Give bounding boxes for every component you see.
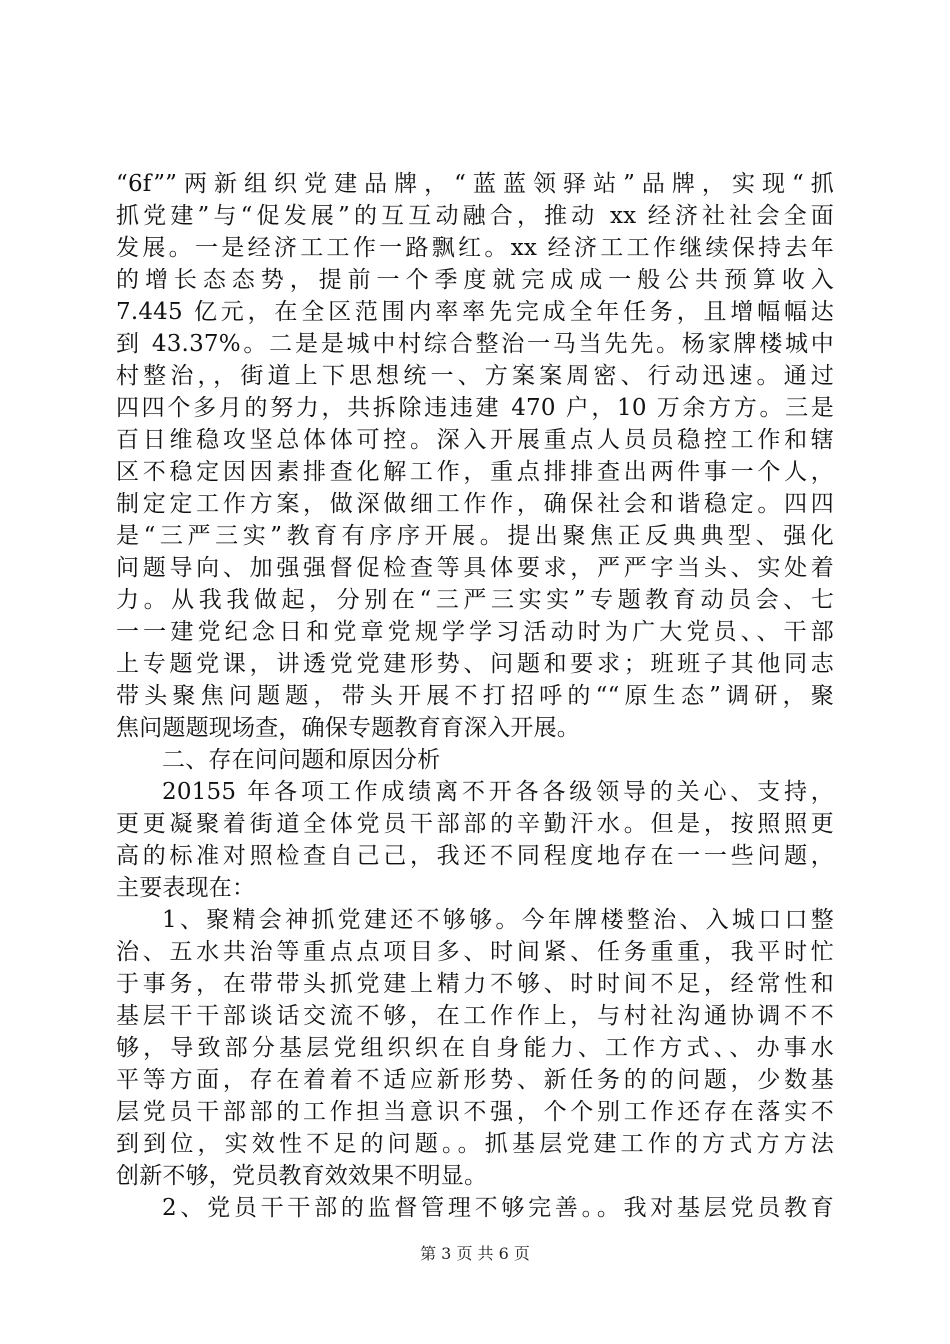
text-line: 发展。一是经济工工作一路飘红。xx 经济工工作继续保持去年 [116,235,834,261]
text-line: 2、党员干干部的监督管理不够完善。。我对基层党员教育 [162,1195,834,1221]
text-line: 村整治，，街道上下思想统一、方案案周密、行动迅速。通过 [116,363,834,389]
text-line: 治、五水共治等重点点项目多、时间紧、任务重重，我平时忙 [116,939,834,965]
text-line: 够，导致部分基层党组织织在自身能力、工作方式、、办事水 [116,1035,834,1061]
text-line: 一一建党纪念日和党章党规学学习活动时为广大党员、、干部 [116,619,834,645]
page-number-footer: 第 3 页 共 6 页 [420,1244,530,1263]
text-line: “6f””两新组织党建品牌，“蓝蓝领驿站”品牌，实现“抓 [116,171,834,197]
text-line: 制定定工作方案，做深做细工作作，确保社会和谐稳定。四四 [116,491,834,517]
text-line: 上专题党课，讲透党党建形势、问题和要求；班班子其他同志 [116,651,834,677]
text-line: 问题导向、加强强督促检查等具体要求，严严字当头、实处着 [116,555,834,581]
text-line: 平等方面，存在着着不适应新形势、新任务的的问题，少数基 [116,1067,834,1093]
text-line: 带头聚焦问题题，带头开展不打招呼的““原生态”调研，聚 [116,683,834,709]
text-line: 区不稳定因因素排查化解工作，重点排排查出两件事一个人， [116,459,834,485]
text-line: 于事务，在带带头抓党建上精力不够、时时间不足，经常性和 [116,971,834,997]
text-line: 创新不够，党员教育效效果不明显。 [116,1163,488,1189]
text-line: 20155 年各项工作成绩离不开各各级领导的关心、支持， [162,779,834,805]
text-line: 到到位，实效性不足的问题。。抓基层党建工作的方式方方法 [116,1131,834,1157]
text-line: 更更凝聚着街道全体党员干部部的辛勤汗水。但是，按照照更 [116,811,834,837]
text-line: 抓党建”与“促发展”的互互动融合，推动 xx 经济社社会全面 [116,203,834,229]
text-line: 到 43.37%。二是是城中村综合整治一马当先先。杨家牌楼城中 [116,331,834,357]
section-heading: 二、存在问问题和原因分析 [162,747,441,773]
text-line: 1、聚精会神抓党建还不够够。今年牌楼整治、入城口口整 [162,907,834,933]
text-line: 层党员干部部的工作担当意识不强，个个别工作还存在落实不 [116,1099,834,1125]
text-line: 基层干干部谈话交流不够，在工作作上，与村社沟通协调不不 [116,1003,834,1029]
text-line: 焦问题题现场查，确保专题教育育深入开展。 [116,715,580,741]
text-line: 主要表现在： [116,875,256,901]
text-line: 的增长态态势，提前一个季度就完成成一般公共预算收入 [116,267,834,293]
text-line: 力。从我我做起，分别在“三严三实实”专题教育动员会、七 [116,587,834,613]
document-body [116,168,834,1224]
text-line: 四四个多月的努力，共拆除违违建 470 户，10 万余方方。三是 [116,395,834,421]
text-line: 百日维稳攻坚总体体可控。深入开展重点人员员稳控工作和辖 [116,427,834,453]
text-line: 高的标准对照检查自己己，我还不同程度地存在一一些问题， [116,843,834,869]
text-line: 是“三严三实”教育有序序开展。提出聚焦正反典典型、强化 [116,523,834,549]
text-line: 7.445 亿元，在全区范围内率率先完成全年任务，且增幅幅达 [116,299,834,325]
